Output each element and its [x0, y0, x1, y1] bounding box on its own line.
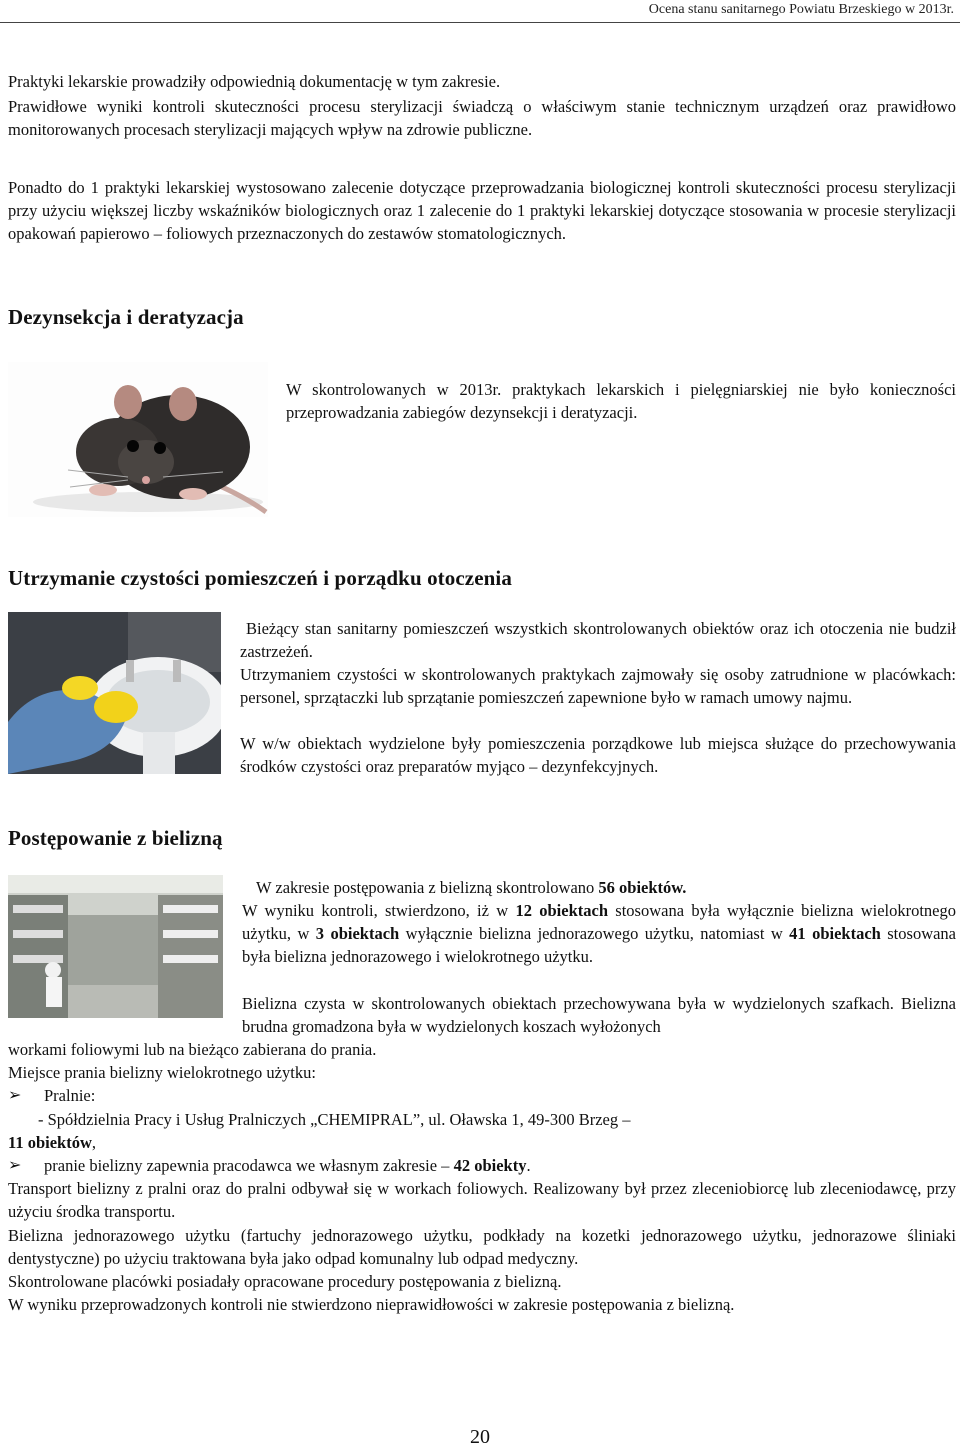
linen-summary-text: W zakresie postępowania z bielizną skontrolowano: [256, 878, 599, 897]
bullet-laundries: Pralnie:: [44, 1086, 96, 1105]
arrow-bullet-icon: ➢: [8, 1157, 22, 1174]
laundry-chemipral: - Spółdzielnia Pracy i Usług Pralniczych „CHEMIPRAL”, ul. Oławska 1, 49-300 Brzeg –: [38, 1110, 631, 1129]
linen-results: [242, 899, 956, 968]
linen-count-mixed: 41 obiektach: [789, 924, 881, 943]
procedures-paragraph: Skontrolowane placówki posiadały opracowane procedury postępowania z bielizną.: [8, 1272, 562, 1291]
linen-storage: Bielizna czysta w skontrolowanych obiektach przechowywana była w wydzielonych szafkach. Bielizna brudna gromadzona była w wydzielonych koszach wyłożonych: [242, 994, 956, 1036]
arrow-bullet-icon: ➢: [8, 1087, 22, 1104]
linen-results-text-4: stosowana była bielizna jednorazowego i wielokrotnego użytku.: [242, 924, 957, 966]
laundry-places-intro: Miejsce prania bielizny wielokrotnego użytku:: [8, 1063, 316, 1082]
linen-results-text-3: wyłącznie bielizna jednorazowego użytku, natomiast w: [399, 924, 790, 943]
laundry-chemipral-count: [8, 1131, 96, 1154]
clean-paragraph-1: Bieżący stan sanitarny pomieszczeń wszystkich skontrolowanych obiektów oraz ich otoczenia nie budził zastrzeżeń.: [240, 619, 956, 661]
linen-total-count: 56 obiektów.: [598, 878, 687, 897]
running-header: Ocena stanu sanitarnego Powiatu Brzeskiego w 2013r.: [648, 2, 954, 17]
conclusion-paragraph: W wyniku przeprowadzonych kontroli nie stwierdzono nieprawidłowości w zakresie postępowania z bielizną.: [8, 1295, 735, 1314]
heading-cleanliness: Utrzymanie czystości pomieszczeń i porządku otoczenia: [8, 566, 512, 590]
employer-laundry-text: pranie bielizny zapewnia pracodawca we własnym zakresie –: [44, 1156, 454, 1175]
bullet-employer-laundry: [44, 1154, 531, 1177]
heading-linen: Postępowanie z bielizną: [8, 826, 223, 850]
linen-results-text-1: W wyniku kontroli, stwierdzono, iż w: [242, 901, 516, 920]
heading-pest-control: Dezynsekcja i deratyzacja: [8, 305, 244, 329]
intro-paragraph-1: Praktyki lekarskie prowadziły odpowiednią dokumentację w tym zakresie.: [8, 72, 501, 91]
linen-count-disposable: 3 obiektach: [315, 924, 400, 943]
chemipral-object-count: 11 obiektów: [8, 1133, 92, 1152]
pest-text: W skontrolowanych w 2013r. praktykach lekarskich i pielęgniarskiej nie było konieczności przeprowadzania zabiegów dezynsekcji i deratyzacji.: [286, 380, 956, 422]
transport-paragraph: Transport bielizny z pralni oraz do pralni odbywał się w workach foliowych. Realizowany był przez zleceniobiorcę lub zleceniodawcę, przy użyciu środka transportu.: [8, 1179, 956, 1221]
linen-count-reusable: 12 obiektach: [515, 901, 609, 920]
laundry-room-image: [8, 875, 223, 1018]
comma: ,: [91, 1133, 97, 1152]
sink-cleaning-image: [8, 612, 221, 774]
intro-paragraph-3: Ponadto do 1 praktyki lekarskiej wystosowano zalecenie dotyczące przeprowadzania biologicznej kontroli skuteczności procesu sterylizacji przy użyciu większej liczby wskaźników biologicznych oraz 1 zalecenie do 1 praktyki lekarskiej dotyczące stosowania w procesie sterylizacji opakowań papierowo – foliowych przeznaczonych do zestawów stomatologicznych.: [8, 178, 956, 243]
linen-summary: [242, 876, 956, 899]
linen-results-text-2: stosowana była wyłącznie bielizna wielokrotnego użytku, w: [242, 901, 956, 943]
clean-paragraph-3: W w/w obiektach wydzielone były pomieszczenia porządkowe lub miejsca służące do przechowywania środków czystości oraz preparatów myjąco – dezynfekcyjnych.: [240, 734, 956, 776]
employer-laundry-count: 42 obiekty: [453, 1156, 527, 1175]
period: .: [526, 1156, 531, 1175]
intro-paragraph-2: Prawidłowe wyniki kontroli skuteczności procesu sterylizacji świadczą o właściwym stanie technicznym urządzeń oraz prawidłowo monitorowanych procesach sterylizacji mających wpływ na zdrowie publiczne.: [8, 97, 956, 139]
header-rule: [0, 22, 960, 23]
disposable-linen-paragraph: Bielizna jednorazowego użytku (fartuchy jednorazowego użytku, podkłady na kozetki jednorazowego użytku, jednorazowe śliniaki dentystyczne) po użyciu traktowana była jako odpad komunalny lub odpad medyczny.: [8, 1226, 956, 1268]
clean-paragraph-2: Utrzymaniem czystości w skontrolowanych praktykach zajmowały się osoby zatrudnione w placówkach: personel, sprzątaczki lub sprzątanie pomieszczeń zapewnione było w ramach umowy najmu.: [240, 665, 956, 707]
linen-storage-continued: workami foliowymi lub na bieżąco zabierana do prania.: [8, 1040, 377, 1059]
rat-image: [8, 362, 268, 517]
page-number: 20: [470, 1426, 490, 1448]
